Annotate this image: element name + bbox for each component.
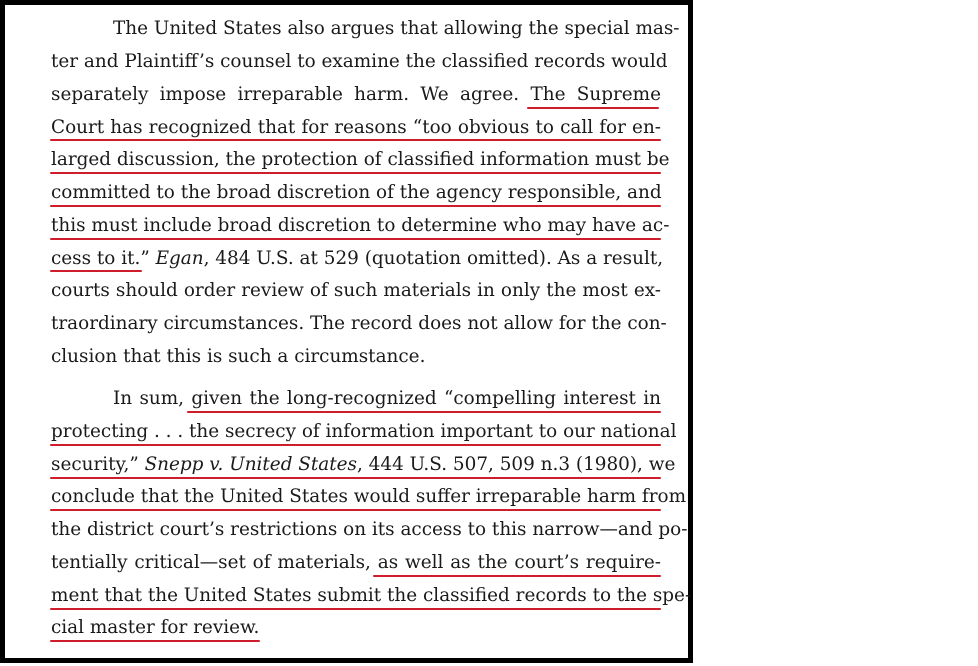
line-text: courts should order review of such materials in only the most ex- (51, 280, 661, 301)
line-text-part: , 484 U.S. at 529 (quotation omitted). As a result, (203, 248, 664, 269)
highlight-underline (50, 444, 661, 446)
line-text: cial master for review. (51, 617, 260, 638)
line-text-part: security,” (51, 454, 145, 475)
line-text: conclude that the United States would suffer irreparable harm from (51, 486, 687, 507)
line-text: the district court’s restrictions on its access to this narrow—and po- (51, 519, 688, 540)
line-text: separately impose irreparable harm. We agree. The Supreme (51, 84, 661, 105)
text-line (51, 243, 664, 275)
highlight-underline (527, 107, 659, 109)
line-text: tentially critical—set of materials, as well as the court’s require- (51, 552, 661, 573)
text-line (51, 514, 688, 546)
line-text: this must include broad discretion to determine who may have ac- (51, 215, 670, 236)
case-citation: Snepp v. United States (144, 454, 357, 475)
highlight-underline (50, 139, 661, 141)
highlight-underline (50, 640, 260, 642)
line-text-part: cess to it.” (51, 248, 156, 269)
highlight-underline (50, 238, 661, 240)
case-citation: Egan (155, 248, 204, 269)
line-text-part: , 444 U.S. 507, 509 n.3 (1980), we (356, 454, 676, 475)
highlight-underline (50, 509, 661, 511)
highlight-underline (50, 172, 661, 174)
text-line (51, 341, 425, 373)
highlight-underline (373, 575, 661, 577)
line-text: ter and Plaintiff’s counsel to examine the classified records would (51, 51, 668, 72)
line-text: The United States also argues that allowing the special mas- (113, 18, 680, 39)
highlight-underline (187, 411, 661, 413)
line-text: Court has recognized that for reasons “too obvious to call for en- (51, 117, 661, 138)
line-text: In sum, given the long-recognized “compelling interest in (113, 388, 661, 409)
highlight-underline (50, 270, 142, 272)
text-line (51, 46, 668, 78)
text-line (51, 275, 661, 307)
line-text: committed to the broad discretion of the agency responsible, and (51, 182, 662, 203)
line-text: larged discussion, the protection of classified information must be (51, 149, 670, 170)
highlight-underline (50, 608, 661, 610)
text-line (51, 308, 667, 340)
highlight-underline (50, 205, 661, 207)
line-text: protecting . . . the secrecy of information important to our national (51, 421, 677, 442)
text-line (113, 13, 680, 45)
highlight-underline (50, 477, 661, 479)
line-text: ment that the United States submit the classified records to the spe- (51, 585, 692, 606)
line-text (51, 243, 664, 275)
line-text: clusion that this is such a circumstance. (51, 346, 426, 367)
line-text: traordinary circumstances. The record does not allow for the con- (51, 313, 667, 334)
